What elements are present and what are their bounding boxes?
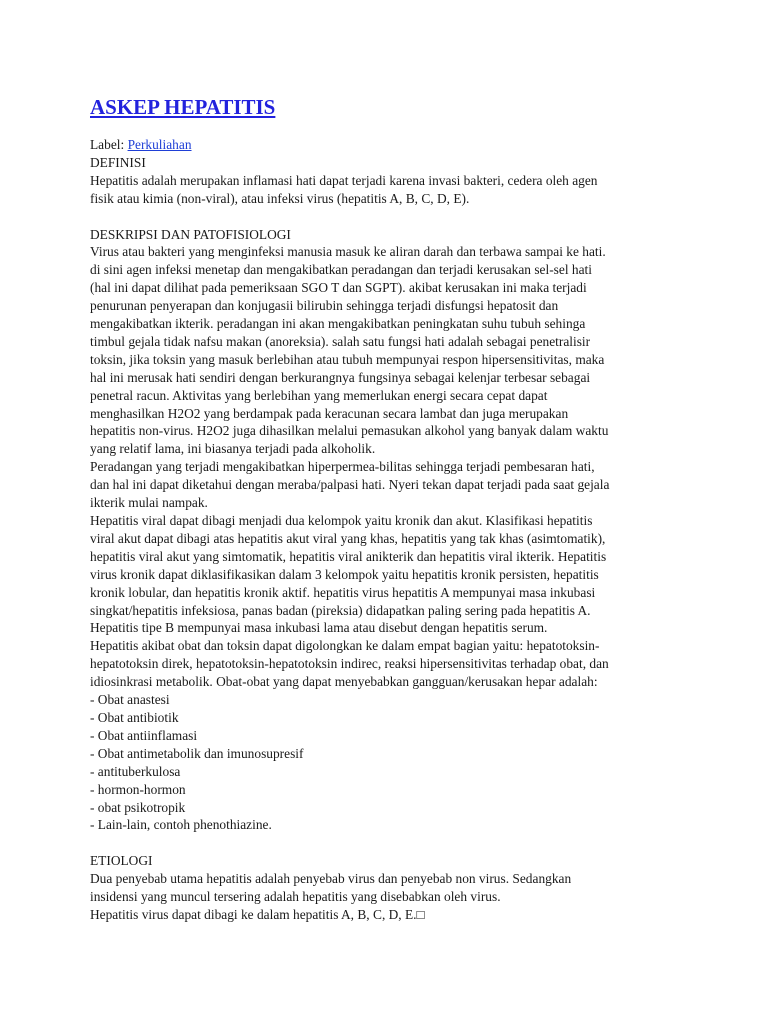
- body-text-line: insidensi yang muncul tersering adalah hepatitis yang disebabkan oleh virus.: [90, 889, 501, 905]
- body-text-line: - Obat antibiotik: [90, 709, 179, 725]
- body-text-line: penetral racun. Aktivitas yang berlebihan yang memerlukan energi secara cepat dapat: [90, 387, 548, 403]
- body-text-line: fisik atau kimia (non-viral), atau infeksi virus (hepatitis A, B, C, D, E).: [90, 190, 470, 206]
- label-line: [90, 136, 690, 154]
- body-text-line: Virus atau bakteri yang menginfeksi manusia masuk ke aliran darah dan terbawa sampai ke hati.: [90, 244, 606, 260]
- body-text-line: Peradangan yang terjadi mengakibatkan hiperpermea-bilitas sehingga terjadi pembesaran hati,: [90, 459, 595, 475]
- body-text-line: ikterik mulai nampak.: [90, 495, 208, 511]
- body-text-line: DEFINISI: [90, 154, 146, 170]
- body-text-line: yang relatif lama, ini biasanya terjadi pada alkoholik.: [90, 441, 376, 457]
- article-body: [90, 154, 690, 924]
- body-text-line: - obat psikotropik: [90, 799, 186, 815]
- body-text-line: hal ini merusak hati sendiri dengan berkurangnya fungsinya sebagai kelenjar terbesar sebagai: [90, 369, 591, 385]
- body-text-line: hepatitis non-virus. H2O2 juga dihasilkan melalui pemasukan alkohol yang banyak dalam waktu: [90, 423, 609, 439]
- blank-line: [90, 834, 690, 852]
- body-text-line: Hepatitis viral dapat dibagi menjadi dua kelompok yaitu kronik dan akut. Klasifikasi hepatitis: [90, 513, 593, 529]
- article-content: [90, 94, 690, 924]
- body-text-line: DESKRIPSI DAN PATOFISIOLOGI: [90, 226, 291, 242]
- body-text-line: menghasilkan H2O2 yang berdampak pada keracunan secara lambat dan juga merupakan: [90, 405, 569, 421]
- body-text-line: di sini agen infeksi menetap dan mengakibatkan peradangan dan terjadi kerusakan sel-sel hati: [90, 262, 592, 278]
- body-text-line: virus kronik dapat diklasifikasikan dalam 3 kelompok yaitu hepatitis kronik persisten, hepatitis: [90, 566, 599, 582]
- label-link-perkuliahan[interactable]: Perkuliahan: [127, 137, 192, 152]
- body-text-line: ETIOLOGI: [90, 853, 153, 869]
- body-text-line: Dua penyebab utama hepatitis adalah penyebab virus dan penyebab non virus. Sedangkan: [90, 871, 572, 887]
- body-text-line: (hal ini dapat dilihat pada pemeriksaan SGO T dan SGPT). akibat kerusakan ini maka terjadi: [90, 280, 587, 296]
- body-text-line: mengakibatkan ikterik. peradangan ini akan mengakibatkan peningkatan suhu tubuh sehinga: [90, 316, 586, 332]
- body-text-line: singkat/hepatitis infeksiosa, panas badan (pireksia) didapatkan paling sering pada hepatitis A.: [90, 602, 591, 618]
- body-text-line: - Lain-lain, contoh phenothiazine.: [90, 817, 272, 833]
- body-text-line: Hepatitis virus dapat dibagi ke dalam hepatitis A, B, C, D, E.□: [90, 906, 425, 922]
- body-text-line: kronik lobular, dan hepatitis kronik aktif. hepatitis virus hepatitis A mempunyai masa inkubasi: [90, 584, 596, 600]
- body-text-line: - Obat antimetabolik dan imunosupresif: [90, 745, 304, 761]
- body-text-line: Hepatitis adalah merupakan inflamasi hati dapat terjadi karena invasi bakteri, cedera oleh agen: [90, 172, 598, 188]
- body-text-line: - antituberkulosa: [90, 763, 181, 779]
- body-text-line: - hormon-hormon: [90, 781, 186, 797]
- article-title-link[interactable]: ASKEP HEPATITIS: [90, 95, 276, 119]
- body-text-line: hepatotoksin direk, hepatotoksin-hepatotoksin indirec, reaksi hipersensitivitas terhadap obat, dan: [90, 656, 609, 672]
- body-text-line: Hepatitis tipe B mempunyai masa inkubasi lama atau disebut dengan hepatitis serum.: [90, 620, 548, 636]
- body-text-line: viral akut dapat dibagi atas hepatitis akut viral yang khas, hepatitis yang tak khas (asimtomatik),: [90, 530, 606, 546]
- body-text-line: idiosinkrasi metabolik. Obat-obat yang dapat menyebabkan gangguan/kerusakan hepar adalah:: [90, 674, 598, 690]
- body-text-line: Hepatitis akibat obat dan toksin dapat digolongkan ke dalam empat bagian yaitu: hepatotoksin-: [90, 638, 600, 654]
- body-text-line: - Obat antiinflamasi: [90, 727, 198, 743]
- blank-line: [90, 208, 690, 226]
- label-prefix: Label:: [90, 137, 125, 152]
- body-text-line: - Obat anastesi: [90, 692, 170, 708]
- body-text-line: toksin, jika toksin yang masuk berlebihan atau tubuh mempunyai respon hipersensitivitas, maka: [90, 351, 605, 367]
- body-text-line: dan hal ini dapat diketahui dengan meraba/palpasi hati. Nyeri tekan dapat terjadi pada saat gejala: [90, 477, 610, 493]
- body-text-line: hepatitis viral akut yang simtomatik, hepatitis viral anikterik dan hepatitis viral ikterik. Hepatitis: [90, 548, 607, 564]
- body-text-line: timbul gejala tidak nafsu makan (anoreksia). salah satu fungsi hati adalah sebagai penetralisir: [90, 333, 591, 349]
- body-text-line: penurunan penyerapan dan konjugasii bilirubin sehingga terjadi disfungsi hepatosit dan: [90, 298, 559, 314]
